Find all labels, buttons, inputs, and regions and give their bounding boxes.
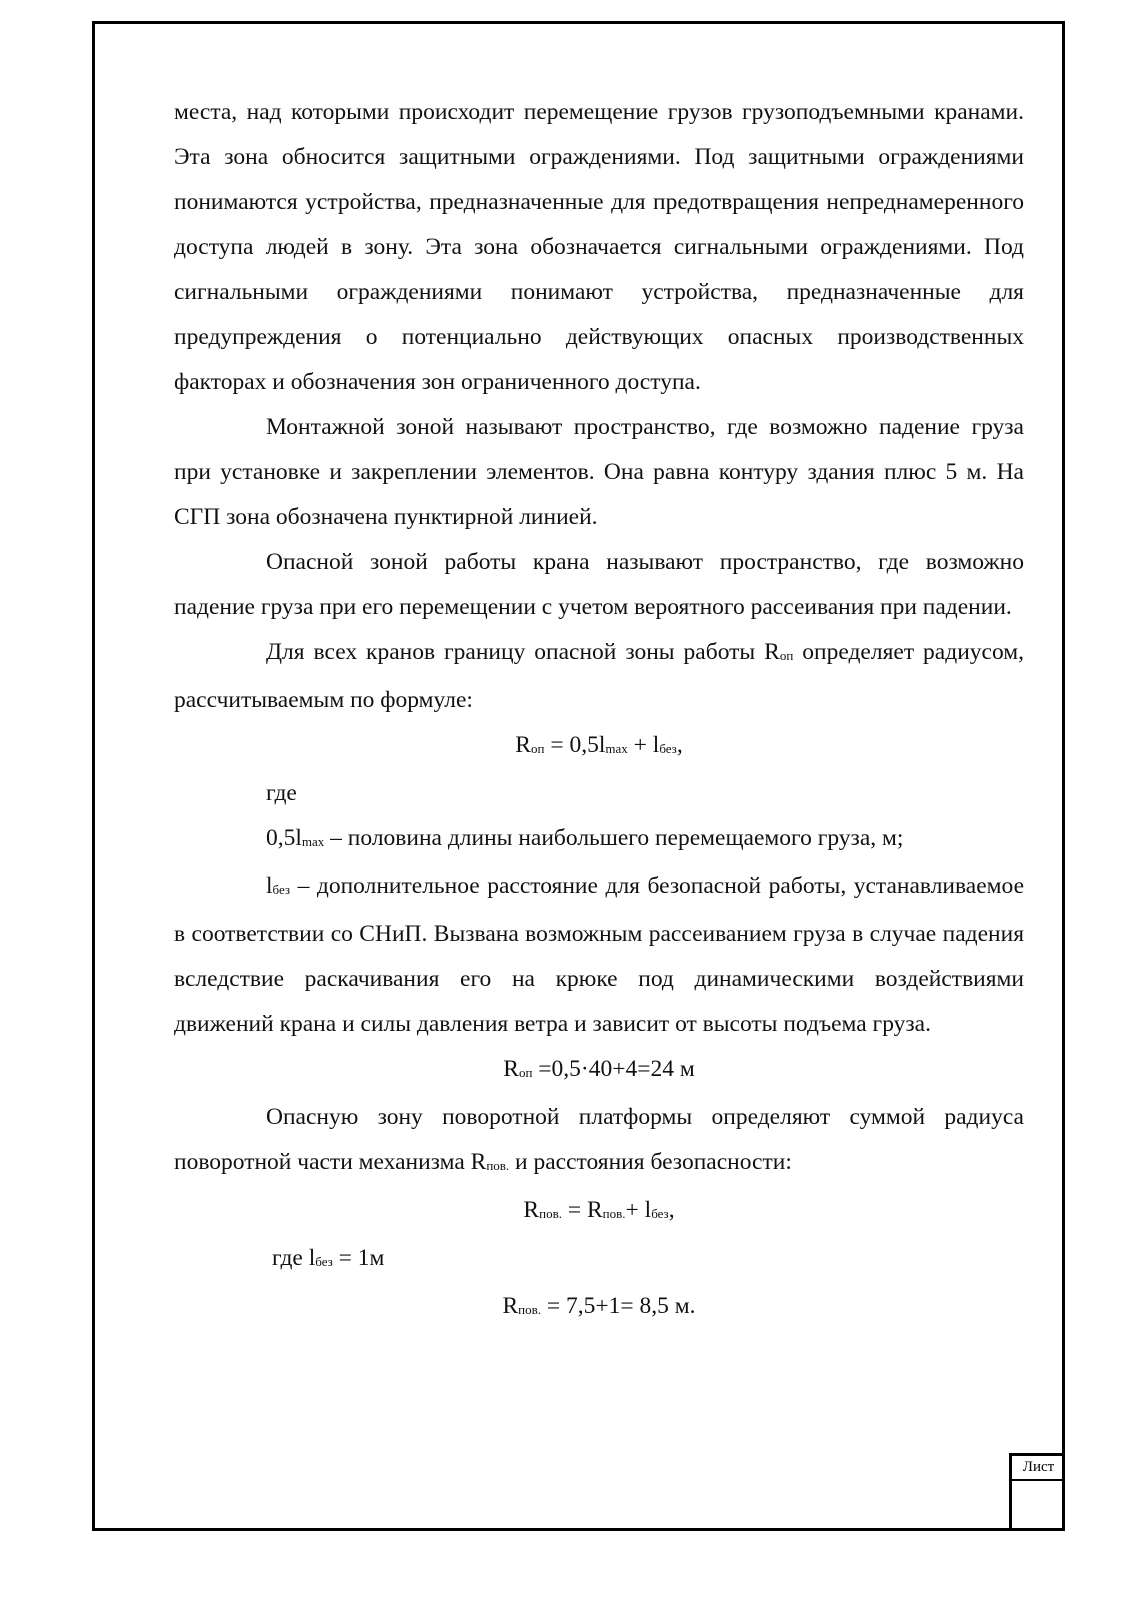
paragraph-4: Для всех кранов границу опасной зоны работы Rоп определяет радиусом, рассчитываемым по формуле: (174, 639, 1025, 713)
paragraph-3: Опасной зоной работы крана называют пространство, где возможно падение груза при его перемещении с учетом вероятного рассеивания при падении. (174, 549, 1024, 620)
definition-1: 0,5lmax – половина длины наибольшего перемещаемого груза, м; (266, 825, 904, 851)
formula-1: Rоп = 0,5lmax + lбез, (515, 732, 683, 758)
document-body (174, 90, 1024, 1332)
formula-4: Rпов. = 7,5+1= 8,5 м. (502, 1293, 696, 1319)
sheet-stamp (1009, 1453, 1065, 1531)
paragraph-1: места, над которыми происходит перемещение грузов грузоподъемными кранами. Эта зона обносится защитными ограждениями. Под защитными ограждениями понимаются устройства, предназначенные для предотвращения непреднамеренного доступа людей в зону. Эта зона обозначается сигнальными ограждениями. Под сигнальными ограждениями понимают устройства, предназначенные для предупреждения о потенциально действующих опасных производственных факторах и обозначения зон ограниченного доступа. (174, 99, 1024, 395)
definition-2: lбез – дополнительное расстояние для безопасной работы, устанавливаемое в соответствии со СНиП. Вызвана возможным рассеиванием груза в случае падения вследствие раскачивания его на крюке под динамическими воздействиями движений крана и силы давления ветра и зависит от высоты подъема груза. (174, 873, 1024, 1037)
where-label: где (266, 780, 297, 806)
paragraph-5: Опасную зону поворотной платформы определяют суммой радиуса поворотной части механизма Rпов. и расстояния безопасности: (174, 1104, 1024, 1175)
sheet-label: Лист (1012, 1456, 1065, 1481)
formula-3: Rпов. = Rпов.+ lбез, (523, 1197, 675, 1223)
paragraph-2: Монтажной зоной называют пространство, где возможно падение груза при установке и закреплении элементов. Она равна контуру здания плюс 5 м. На СГП зона обозначена пунктирной линией. (174, 414, 1024, 530)
where-2: где lбез = 1м (272, 1245, 385, 1271)
formula-2: Rоп =0,5·40+4=24 м (503, 1056, 695, 1082)
